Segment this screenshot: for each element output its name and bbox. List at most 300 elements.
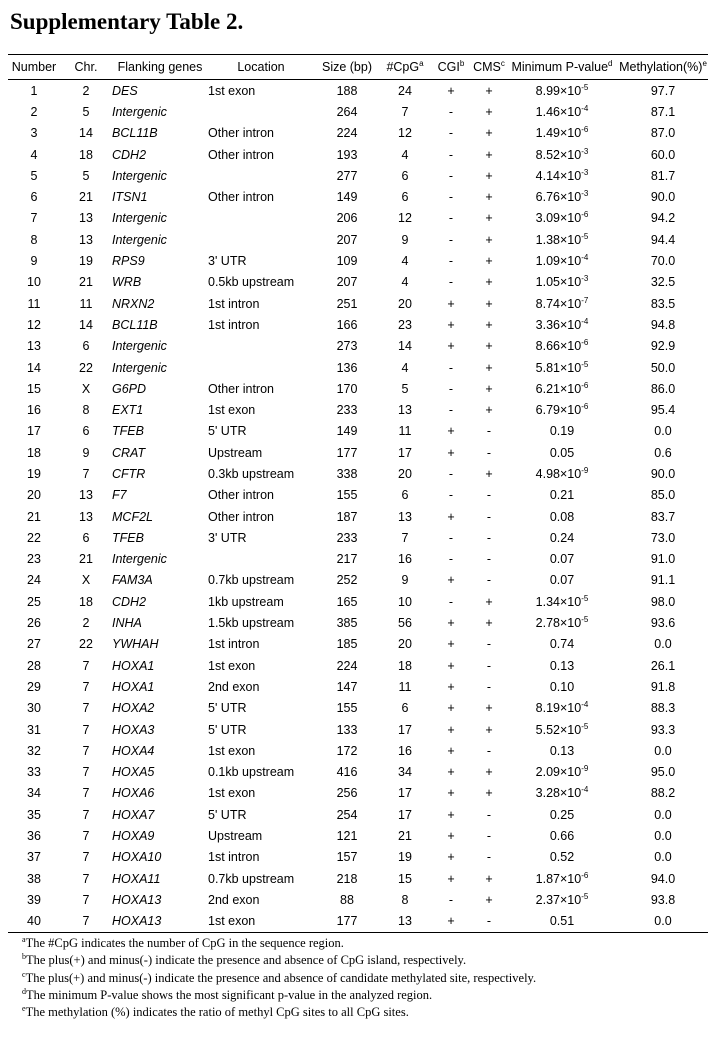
cell-flanking-gene: CFTR — [112, 466, 146, 481]
cell-chr: 21 — [79, 275, 93, 290]
cell-cpg: 6 — [401, 701, 409, 716]
cell-cpg: 7 — [401, 530, 409, 545]
footnote: $^a$The #CpG indicates the number of CpG in the sequence region. — [22, 935, 344, 950]
cell-methylation: 85.0 — [650, 488, 676, 503]
cell-methylation: 93.3 — [650, 722, 676, 737]
cell-location: 1st exon — [208, 403, 256, 418]
cell-size: 385 — [336, 616, 358, 631]
cell-size: 155 — [336, 488, 358, 503]
table-row — [8, 229, 708, 250]
cell-cpg: 12 — [398, 211, 412, 226]
table-row — [8, 911, 708, 933]
cell-cms: + — [485, 83, 493, 98]
cell-min-pvalue: $3.09\times 10^{-6}$ — [535, 210, 589, 226]
cell-methylation: 90.0 — [650, 190, 676, 205]
cell-methylation: 87.0 — [650, 126, 676, 141]
cell-flanking-gene: HOXA2 — [112, 701, 155, 716]
cell-flanking-gene: BCL11B — [112, 317, 158, 332]
cell-cms: - — [486, 488, 492, 503]
cell-location: 0.3kb upstream — [208, 466, 295, 481]
cell-size: 149 — [336, 190, 358, 205]
cell-cpg: 7 — [401, 104, 409, 119]
cell-methylation: 97.7 — [650, 83, 676, 98]
cell-cms: + — [485, 360, 493, 375]
cell-cpg: 20 — [398, 466, 412, 481]
cell-flanking-gene: EXT1 — [112, 403, 144, 418]
cell-size: 207 — [336, 275, 358, 290]
cell-cpg: 20 — [398, 637, 412, 652]
cell-cpg: 12 — [398, 126, 412, 141]
cell-min-pvalue: 0.66 — [549, 829, 575, 844]
cell-methylation: 73.0 — [650, 530, 676, 545]
cell-cgi: - — [448, 168, 454, 183]
table-row — [8, 357, 708, 378]
table-row — [8, 825, 708, 846]
cell-location: 0.7kb upstream — [208, 871, 295, 886]
cell-chr: 7 — [82, 871, 90, 886]
footnote: $^b$The plus(+) and minus(-) indicate the presence and absence of CpG island, respectively. — [22, 952, 467, 968]
cell-min-pvalue: $1.46\times 10^{-4}$ — [535, 103, 589, 119]
cell-cpg: 23 — [398, 317, 412, 332]
cell-methylation: 0.0 — [654, 807, 672, 822]
cell-size: 188 — [336, 83, 358, 98]
cell-number: 15 — [27, 381, 41, 396]
cell-flanking-gene: Intergenic — [112, 211, 167, 226]
cell-flanking-gene: NRXN2 — [112, 296, 155, 311]
cell-location: 0.7kb upstream — [208, 573, 295, 588]
cell-chr: 7 — [82, 743, 90, 758]
cell-cms: + — [485, 871, 493, 886]
cell-methylation: 86.0 — [650, 381, 676, 396]
cell-size: 273 — [336, 339, 358, 354]
cell-flanking-gene: CDH2 — [112, 594, 147, 609]
cell-chr: 2 — [82, 83, 90, 98]
cell-cms: + — [485, 892, 493, 907]
cell-cpg: 13 — [398, 914, 412, 929]
table-row — [8, 612, 708, 633]
cell-min-pvalue: 0.07 — [549, 573, 575, 588]
cell-cgi: - — [448, 190, 454, 205]
cell-location: Other intron — [208, 147, 275, 162]
cell-flanking-gene: Intergenic — [112, 168, 167, 183]
cell-cms: + — [485, 594, 493, 609]
cell-chr: 18 — [79, 594, 93, 609]
cell-cgi: - — [448, 232, 454, 247]
cell-min-pvalue: $3.36\times 10^{-4}$ — [535, 316, 589, 332]
cell-cgi: - — [448, 275, 454, 290]
table-row — [8, 762, 708, 783]
cell-number: 13 — [27, 339, 41, 354]
table-row — [8, 676, 708, 697]
table-row — [8, 421, 708, 442]
cell-size: 207 — [336, 232, 358, 247]
cell-cms: + — [485, 765, 493, 780]
cell-min-pvalue: $2.09\times 10^{-9}$ — [535, 764, 589, 780]
table-row — [8, 719, 708, 740]
cell-chr: X — [81, 573, 91, 588]
cell-min-pvalue: $4.98\times 10^{-9}$ — [535, 465, 589, 481]
cell-chr: 18 — [79, 147, 93, 162]
table-row — [8, 889, 708, 910]
cell-flanking-gene: DES — [112, 83, 138, 98]
cell-size: 157 — [336, 850, 358, 865]
table-row — [8, 123, 708, 144]
cell-min-pvalue: $1.05\times 10^{-3}$ — [535, 274, 589, 290]
cell-chr: 7 — [82, 914, 90, 929]
cell-methylation: 0.0 — [654, 914, 672, 929]
cell-methylation: 91.1 — [650, 573, 676, 588]
footnote: $^c$The plus(+) and minus(-) indicate the presence and absence of candidate methylated site, respectively. — [22, 969, 537, 985]
cell-cgi: + — [447, 871, 455, 886]
cell-methylation: 0.0 — [654, 637, 672, 652]
cell-number: 33 — [27, 765, 41, 780]
cell-location: Other intron — [208, 381, 275, 396]
cell-flanking-gene: MCF2L — [112, 509, 153, 524]
cell-number: 5 — [30, 168, 38, 183]
cell-flanking-gene: HOXA13 — [112, 914, 162, 929]
cell-cgi: - — [448, 147, 454, 162]
cell-min-pvalue: 0.07 — [549, 552, 575, 567]
cell-size: 193 — [336, 147, 358, 162]
col-header-min-pvalue: Minimum P-value$^d$ — [511, 59, 613, 74]
cell-chr: 13 — [79, 488, 93, 503]
cell-number: 20 — [27, 488, 41, 503]
cell-cms: + — [485, 168, 493, 183]
cell-cgi: - — [448, 381, 454, 396]
cell-cgi: - — [448, 466, 454, 481]
col-header-cgi: CGI$^b$ — [437, 59, 465, 74]
cell-flanking-gene: Intergenic — [112, 339, 167, 354]
col-header-size: Size (bp) — [321, 60, 373, 74]
cell-number: 27 — [27, 637, 41, 652]
cell-cgi: + — [447, 829, 455, 844]
table-row — [8, 655, 708, 676]
cell-min-pvalue: 0.24 — [549, 530, 575, 545]
cell-location: 1st exon — [208, 83, 256, 98]
cell-chr: 7 — [82, 892, 90, 907]
cell-location: 3' UTR — [208, 254, 247, 269]
cell-size: 172 — [336, 743, 358, 758]
cell-cms: + — [485, 466, 493, 481]
cell-flanking-gene: CDH2 — [112, 147, 147, 162]
cell-cpg: 9 — [401, 573, 409, 588]
cell-flanking-gene: HOXA13 — [112, 892, 162, 907]
footnote: $^e$The methylation (%) indicates the ratio of methyl CpG sites to all CpG sites. — [22, 1004, 409, 1020]
cell-size: 187 — [336, 509, 358, 524]
cell-min-pvalue: $5.81\times 10^{-5}$ — [535, 359, 589, 375]
cell-chr: 7 — [82, 466, 90, 481]
cell-size: 185 — [336, 637, 358, 652]
cell-cms: + — [485, 786, 493, 801]
cell-number: 30 — [27, 701, 41, 716]
cell-size: 264 — [336, 104, 358, 119]
cell-chr: 21 — [79, 190, 93, 205]
cell-cpg: 16 — [398, 743, 412, 758]
cell-location: 5' UTR — [208, 424, 247, 439]
cell-cpg: 20 — [398, 296, 412, 311]
cell-min-pvalue: $8.66\times 10^{-6}$ — [535, 338, 589, 354]
cell-chr: 6 — [82, 339, 90, 354]
cell-location: 5' UTR — [208, 722, 247, 737]
cell-cms: + — [485, 190, 493, 205]
cell-number: 39 — [27, 892, 41, 907]
cell-location: 1st exon — [208, 786, 256, 801]
cell-number: 6 — [30, 190, 38, 205]
cell-chr: 7 — [82, 765, 90, 780]
cell-flanking-gene: HOXA10 — [112, 850, 162, 865]
cell-min-pvalue: $5.52\times 10^{-5}$ — [535, 721, 589, 737]
cell-methylation: 60.0 — [650, 147, 676, 162]
cell-number: 8 — [30, 232, 38, 247]
cell-location: 1st exon — [208, 914, 256, 929]
cell-cpg: 4 — [401, 275, 409, 290]
cell-number: 14 — [27, 360, 41, 375]
table-row — [8, 293, 708, 314]
footnotes — [22, 935, 536, 1021]
cell-cms: - — [486, 850, 492, 865]
cell-methylation: 70.0 — [650, 254, 676, 269]
cell-chr: 22 — [79, 637, 93, 652]
cell-number: 26 — [27, 616, 41, 631]
cell-location: 1st intron — [208, 317, 260, 332]
cell-number: 4 — [30, 147, 38, 162]
col-header-flanking-genes: Flanking genes — [117, 60, 203, 74]
cell-methylation: 0.0 — [654, 743, 672, 758]
cell-flanking-gene: HOXA5 — [112, 765, 155, 780]
cell-size: 277 — [336, 168, 358, 183]
table-row — [8, 804, 708, 825]
cell-cpg: 56 — [398, 616, 412, 631]
cell-number: 16 — [27, 403, 41, 418]
cell-cpg: 5 — [401, 381, 409, 396]
cell-number: 37 — [27, 850, 41, 865]
cell-chr: 7 — [82, 658, 90, 673]
cell-cgi: - — [448, 488, 454, 503]
cell-size: 147 — [336, 679, 358, 694]
cell-cpg: 17 — [398, 445, 412, 460]
col-header-methylation: Methylation(%)$^e$ — [619, 59, 707, 74]
cell-location: 1st intron — [208, 637, 260, 652]
cell-min-pvalue: $4.14\times 10^{-3}$ — [535, 167, 589, 183]
cell-location: 1.5kb upstream — [208, 616, 295, 631]
footnote: $^d$The minimum P-value shows the most significant p-value in the analyzed region. — [22, 986, 433, 1002]
cell-number: 35 — [27, 807, 41, 822]
cell-cgi: - — [448, 211, 454, 226]
cell-min-pvalue: $6.21\times 10^{-6}$ — [535, 380, 589, 396]
cell-cms: - — [486, 509, 492, 524]
cell-number: 10 — [27, 275, 41, 290]
cell-min-pvalue: $6.76\times 10^{-3}$ — [535, 189, 589, 205]
cell-cpg: 6 — [401, 488, 409, 503]
cell-number: 3 — [30, 126, 38, 141]
table-row — [8, 165, 708, 186]
cell-cpg: 34 — [398, 765, 412, 780]
cell-chr: 7 — [82, 701, 90, 716]
cell-chr: 6 — [82, 424, 90, 439]
cell-cms: + — [485, 403, 493, 418]
cell-cpg: 6 — [401, 168, 409, 183]
cell-cgi: - — [448, 594, 454, 609]
cell-location: 5' UTR — [208, 701, 247, 716]
cell-chr: 6 — [82, 530, 90, 545]
cell-cms: + — [485, 275, 493, 290]
cell-number: 9 — [30, 254, 38, 269]
cell-flanking-gene: YWHAH — [112, 637, 159, 652]
cell-location — [208, 165, 314, 186]
cell-min-pvalue: $8.19\times 10^{-4}$ — [535, 700, 589, 716]
cell-cpg: 10 — [398, 594, 412, 609]
cell-cgi: + — [447, 765, 455, 780]
cell-flanking-gene: Intergenic — [112, 104, 167, 119]
cell-location: 1st intron — [208, 296, 260, 311]
cell-cgi: + — [447, 616, 455, 631]
cell-cgi: + — [447, 509, 455, 524]
cell-cpg: 11 — [398, 424, 412, 439]
cell-flanking-gene: HOXA3 — [112, 722, 155, 737]
cell-chr: 7 — [82, 850, 90, 865]
cell-methylation: 94.0 — [650, 871, 676, 886]
cell-chr: X — [81, 381, 91, 396]
cell-methylation: 95.4 — [650, 403, 676, 418]
cell-cms: + — [485, 147, 493, 162]
cell-cpg: 19 — [398, 850, 412, 865]
cell-chr: 19 — [79, 254, 93, 269]
cell-flanking-gene: BCL11B — [112, 126, 158, 141]
cell-methylation: 81.7 — [650, 168, 676, 183]
cell-cms: + — [485, 722, 493, 737]
cell-cgi: + — [447, 850, 455, 865]
cell-cgi: + — [447, 807, 455, 822]
cell-cms: - — [486, 679, 492, 694]
cell-cgi: + — [447, 339, 455, 354]
cell-cpg: 4 — [401, 360, 409, 375]
cell-cgi: - — [448, 892, 454, 907]
cell-methylation: 87.1 — [650, 104, 676, 119]
col-header-cpg: #CpG$^a$ — [386, 59, 424, 74]
cell-size: 88 — [340, 892, 354, 907]
cell-location — [208, 208, 314, 229]
cell-cms: + — [485, 616, 493, 631]
cell-methylation: 88.2 — [650, 786, 676, 801]
cell-location — [208, 229, 314, 250]
cell-cpg: 17 — [398, 722, 412, 737]
cell-chr: 2 — [82, 616, 90, 631]
cell-cms: + — [485, 211, 493, 226]
cell-cms: + — [485, 232, 493, 247]
cell-methylation: 83.7 — [650, 509, 676, 524]
cell-methylation: 94.4 — [650, 232, 676, 247]
cell-flanking-gene: G6PD — [112, 381, 147, 396]
cell-location: 1st exon — [208, 743, 256, 758]
cell-min-pvalue: 0.52 — [549, 850, 575, 865]
cell-methylation: 0.0 — [654, 424, 672, 439]
cell-cpg: 13 — [398, 509, 412, 524]
cell-size: 177 — [336, 445, 358, 460]
cell-chr: 9 — [82, 445, 90, 460]
cell-cpg: 21 — [398, 829, 412, 844]
cell-methylation: 98.0 — [650, 594, 676, 609]
table-row — [8, 101, 708, 122]
table-row — [8, 442, 708, 463]
table-row — [8, 847, 708, 868]
cell-cms: - — [486, 829, 492, 844]
cell-methylation: 93.8 — [650, 892, 676, 907]
cell-size: 217 — [336, 552, 358, 567]
cell-cms: - — [486, 637, 492, 652]
cell-size: 149 — [336, 424, 358, 439]
cell-cms: - — [486, 658, 492, 673]
cell-cms: + — [485, 701, 493, 716]
cell-cpg: 4 — [401, 254, 409, 269]
cell-size: 206 — [336, 211, 358, 226]
cell-cgi: + — [447, 786, 455, 801]
cell-min-pvalue: $1.49\times 10^{-6}$ — [535, 125, 589, 141]
cell-flanking-gene: INHA — [112, 616, 142, 631]
cell-methylation: 94.8 — [650, 317, 676, 332]
cell-number: 25 — [27, 594, 41, 609]
table-row — [8, 208, 708, 229]
cell-methylation: 83.5 — [650, 296, 676, 311]
cell-number: 36 — [27, 829, 41, 844]
cell-min-pvalue: 0.51 — [549, 914, 575, 929]
cell-cms: - — [486, 552, 492, 567]
table-row — [8, 783, 708, 804]
cell-min-pvalue: 0.25 — [549, 807, 575, 822]
cell-location — [208, 357, 314, 378]
cell-cgi: + — [447, 296, 455, 311]
cell-cgi: - — [448, 360, 454, 375]
cell-flanking-gene: CRAT — [112, 445, 146, 460]
cell-cgi: - — [448, 126, 454, 141]
cell-location: Upstream — [208, 445, 263, 460]
cell-min-pvalue: 0.13 — [549, 658, 575, 673]
col-header-number: Number — [11, 60, 57, 74]
cell-cms: + — [485, 104, 493, 119]
cell-size: 252 — [336, 573, 358, 588]
cell-size: 416 — [336, 765, 358, 780]
cell-cgi: + — [447, 637, 455, 652]
cell-cgi: + — [447, 445, 455, 460]
cell-cms: + — [485, 339, 493, 354]
cell-cms: - — [486, 743, 492, 758]
cell-size: 251 — [336, 296, 358, 311]
table-row — [8, 336, 708, 357]
cell-min-pvalue: 0.05 — [549, 445, 575, 460]
table-row — [8, 399, 708, 420]
cell-cpg: 17 — [398, 786, 412, 801]
table-row — [8, 186, 708, 207]
cell-flanking-gene: WRB — [112, 275, 142, 290]
cell-cgi: + — [447, 743, 455, 758]
cell-min-pvalue: 0.74 — [549, 637, 575, 652]
cell-flanking-gene: FAM3A — [112, 573, 153, 588]
cell-chr: 14 — [79, 317, 93, 332]
cell-location: 5' UTR — [208, 807, 247, 822]
cell-chr: 7 — [82, 722, 90, 737]
cell-min-pvalue: $1.09\times 10^{-4}$ — [535, 253, 589, 269]
cell-flanking-gene: Intergenic — [112, 360, 167, 375]
table-row — [8, 527, 708, 548]
cell-methylation: 90.0 — [650, 466, 676, 481]
cell-size: 170 — [336, 381, 358, 396]
cell-cgi: + — [447, 573, 455, 588]
cell-number: 23 — [27, 552, 41, 567]
cell-cpg: 18 — [398, 658, 412, 673]
col-header-cms: CMS$^c$ — [473, 59, 505, 74]
cell-location: 0.5kb upstream — [208, 275, 295, 290]
cell-size: 165 — [336, 594, 358, 609]
cell-cpg: 8 — [401, 892, 409, 907]
